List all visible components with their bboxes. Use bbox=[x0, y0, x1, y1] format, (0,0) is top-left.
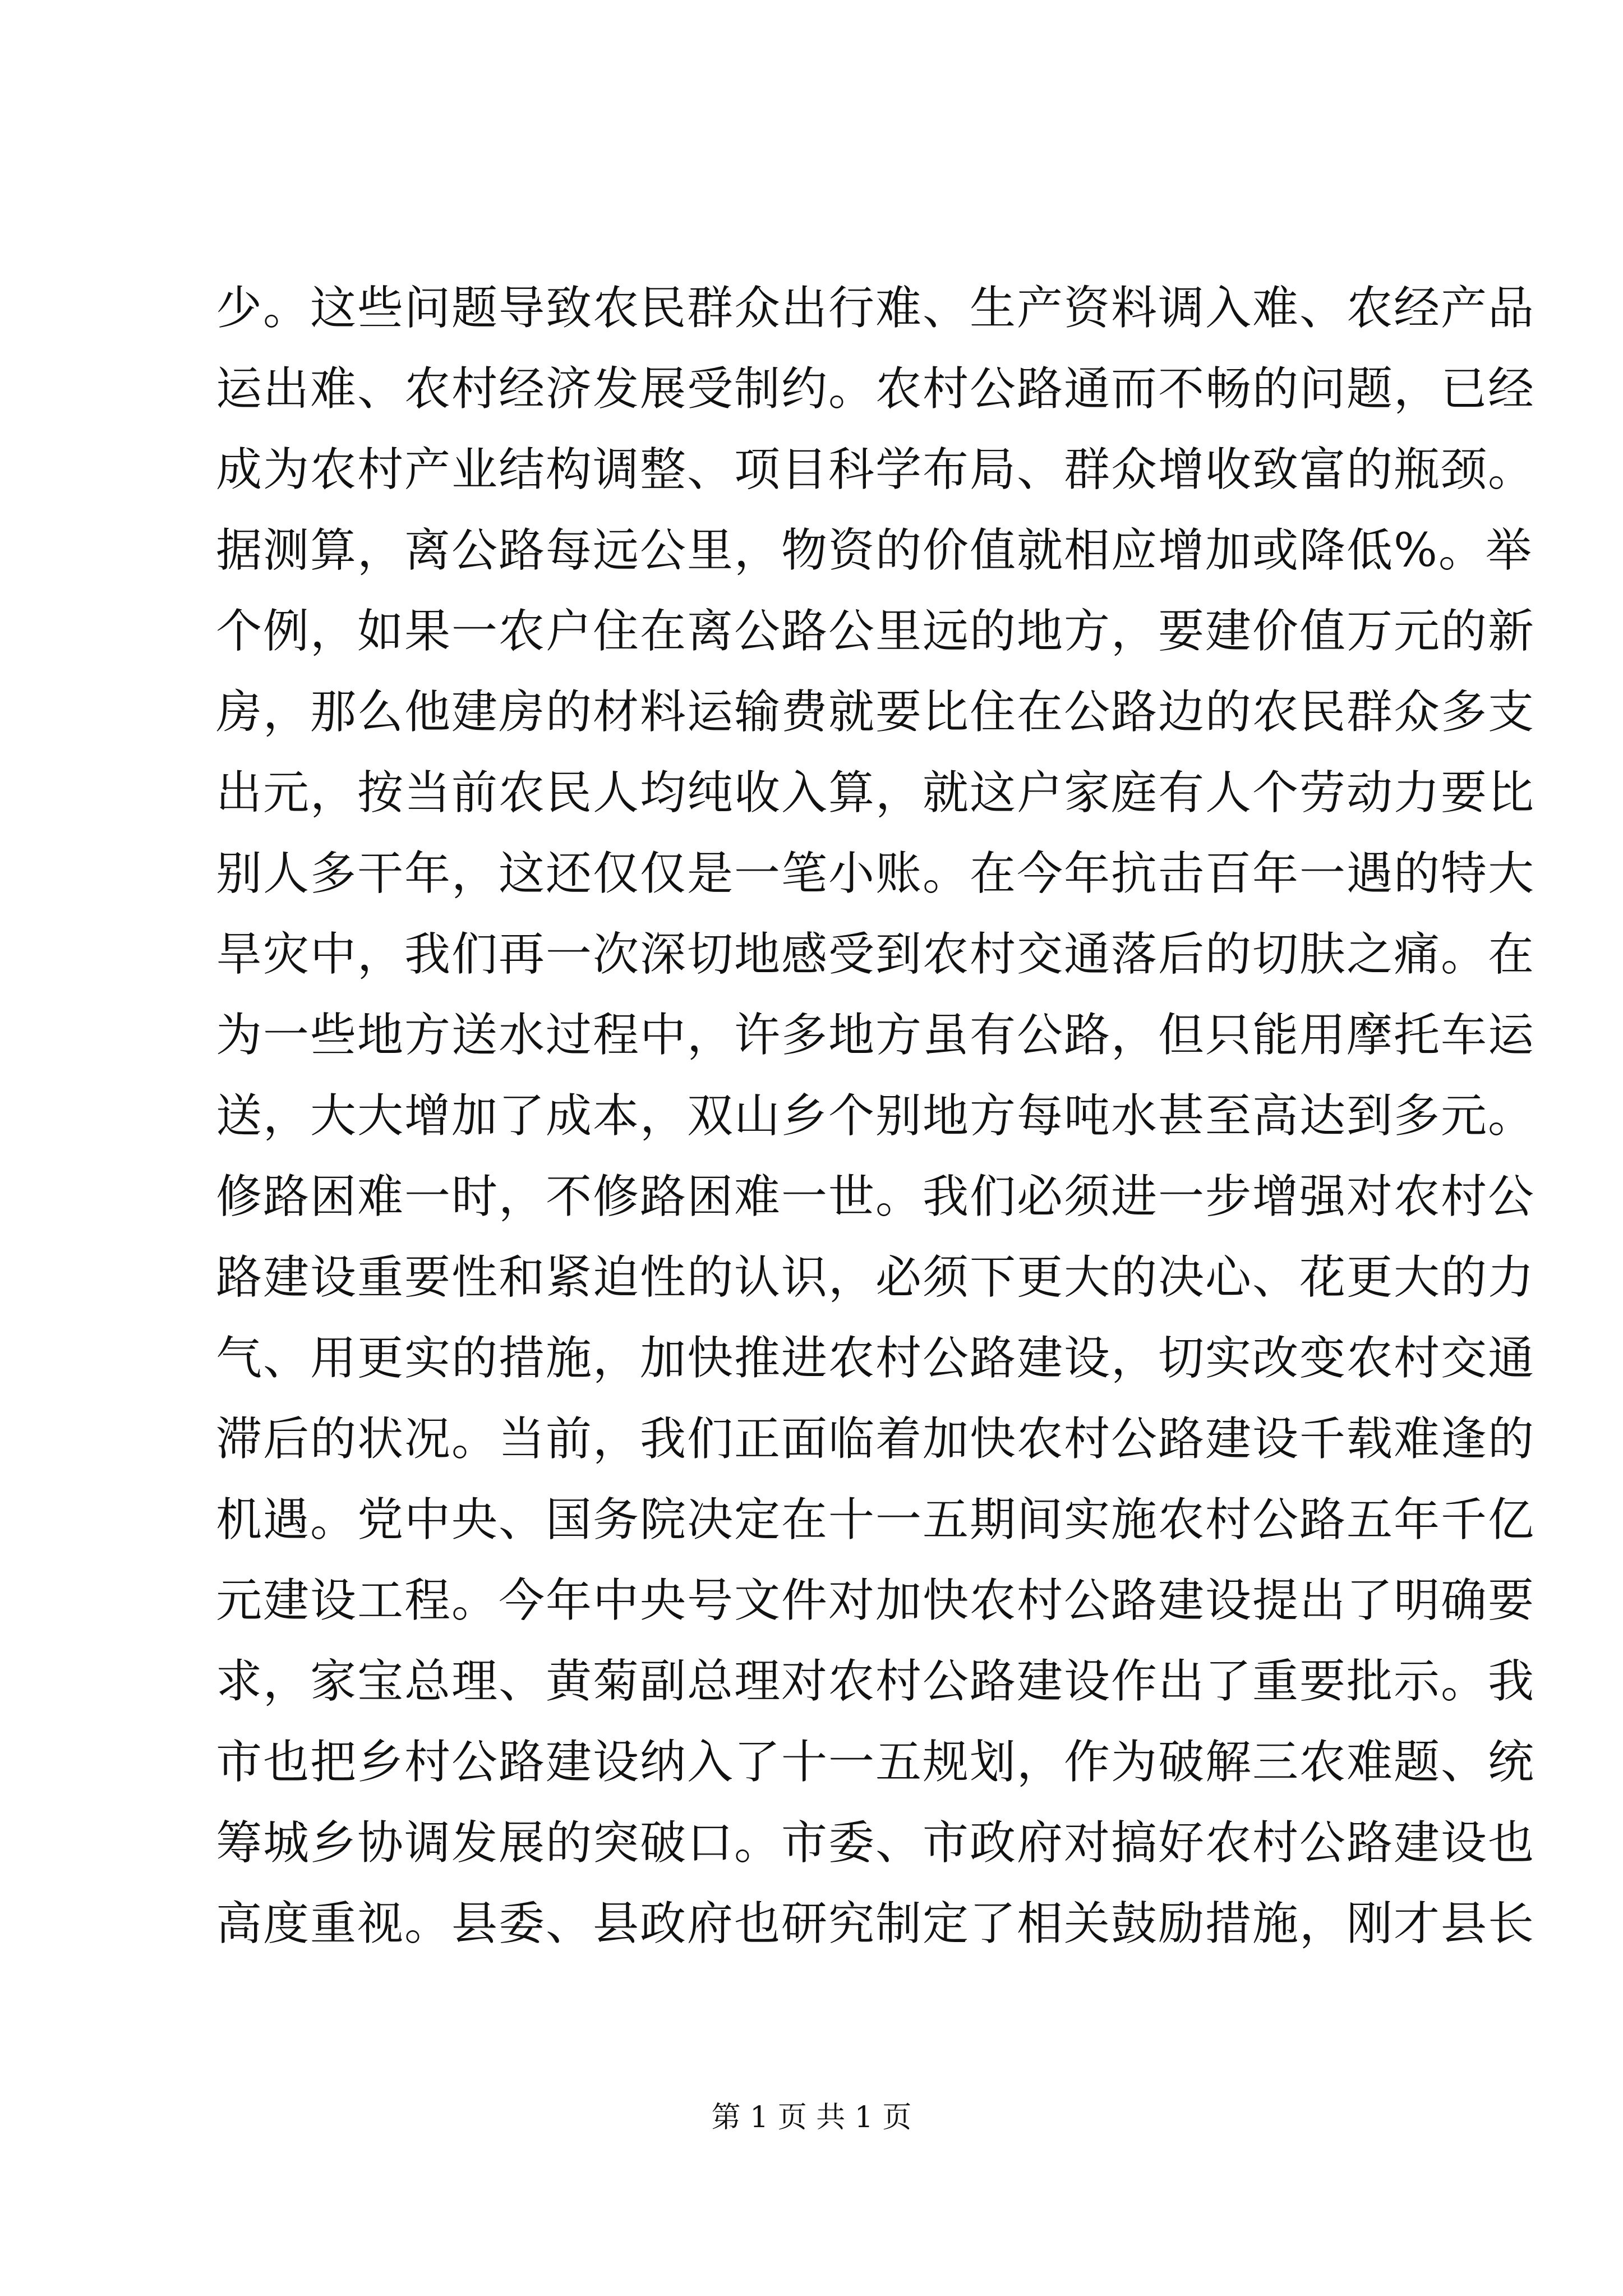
text-line: 滞后的状况。当前，我们正面临着加快农村公路建设千载难逢的 bbox=[216, 1412, 1536, 1466]
text-line: 旱灾中，我们再一次深切地感受到农村交通落后的切肤之痛。在 bbox=[216, 928, 1536, 981]
text-line: 出元，按当前农民人均纯收入算，就这户家庭有人个劳动力要比 bbox=[216, 766, 1536, 820]
text-line: 筹城乡协调发展的突破口。市委、市政府对搞好农村公路建设也 bbox=[216, 1816, 1536, 1870]
text-line: 高度重视。县委、县政府也研究制定了相关鼓励措施，刚才县长 bbox=[216, 1897, 1536, 1950]
page-footer: 第 1 页 共 1 页 bbox=[711, 2101, 912, 2134]
text-line: 机遇。党中央、国务院决定在十一五期间实施农村公路五年千亿 bbox=[216, 1493, 1536, 1547]
text-line: 求，家宝总理、黄菊副总理对农村公路建设作出了重要批示。我 bbox=[216, 1655, 1536, 1708]
text-line: 运出难、农村经济发展受制约。农村公路通而不畅的问题，已经 bbox=[216, 362, 1536, 416]
body-text bbox=[216, 268, 1536, 1964]
text-line: 修路困难一时，不修路困难一世。我们必须进一步增强对农村公 bbox=[216, 1170, 1536, 1223]
text-line: 成为农村产业结构调整、项目科学布局、群众增收致富的瓶颈。 bbox=[216, 443, 1536, 496]
text-line: 市也把乡村公路建设纳入了十一五规划，作为破解三农难题、统 bbox=[216, 1736, 1536, 1789]
text-line: 气、用更实的措施，加快推进农村公路建设，切实改变农村交通 bbox=[216, 1332, 1536, 1385]
text-line: 个例，如果一农户住在离公路公里远的地方，要建价值万元的新 bbox=[216, 605, 1536, 658]
text-line: 路建设重要性和紧迫性的认识，必须下更大的决心、花更大的力 bbox=[216, 1251, 1536, 1304]
text-line: 为一些地方送水过程中，许多地方虽有公路，但只能用摩托车运 bbox=[216, 1009, 1536, 1062]
text-line: 据测算，离公路每远公里，物资的价值就相应增加或降低%。举 bbox=[216, 524, 1533, 577]
text-line: 别人多干年，这还仅仅是一笔小账。在今年抗击百年一遇的特大 bbox=[216, 847, 1536, 900]
text-line: 送，大大增加了成本，双山乡个别地方每吨水甚至高达到多元。 bbox=[216, 1089, 1536, 1143]
text-line: 少。这些问题导致农民群众出行难、生产资料调入难、农经产品 bbox=[216, 282, 1536, 335]
text-line: 房，那么他建房的材料运输费就要比住在公路边的农民群众多支 bbox=[216, 685, 1536, 739]
text-line: 元建设工程。今年中央号文件对加快农村公路建设提出了明确要 bbox=[216, 1574, 1536, 1627]
